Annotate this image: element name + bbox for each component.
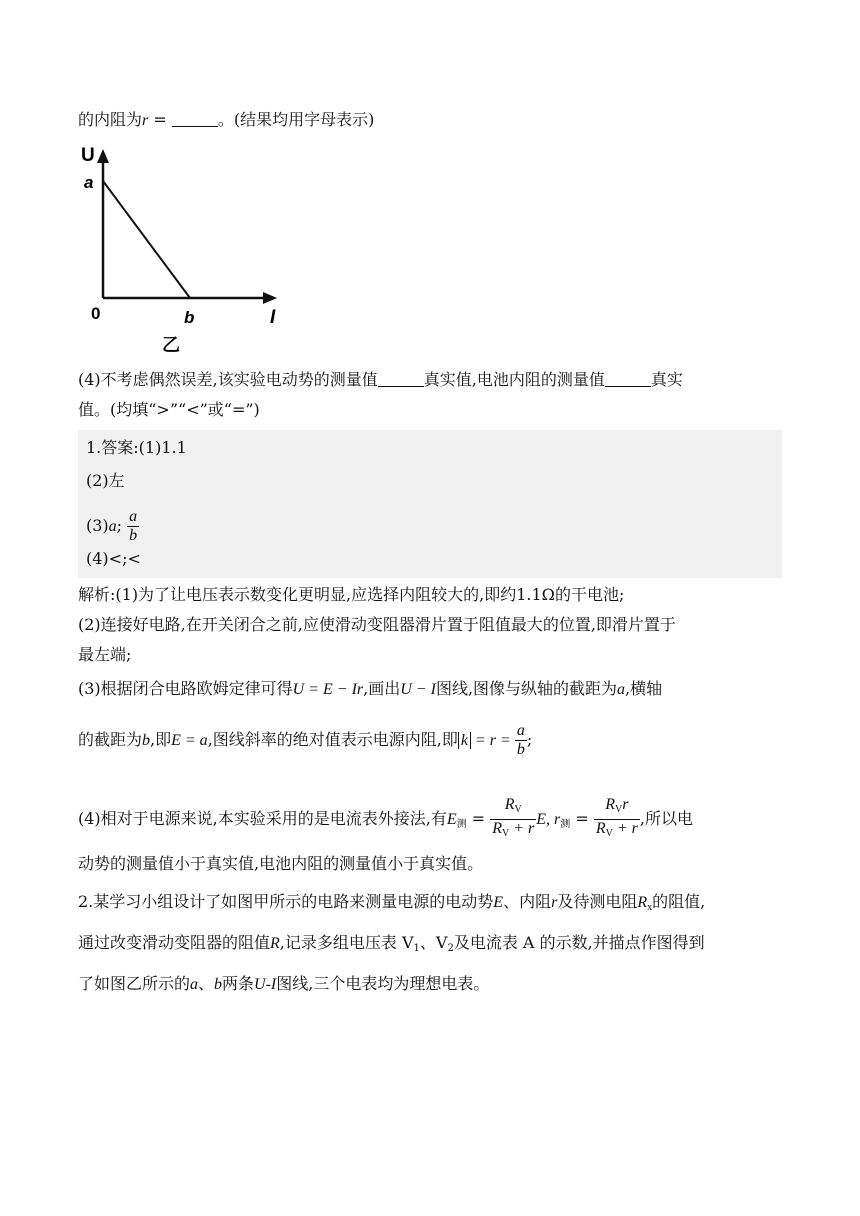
question-4-line2: 值。(均填“>”“<”或“=”) (78, 400, 260, 419)
fraction-resistance: $\frac{R_Vr}{R_V + r}$ (595, 796, 638, 839)
y-axis-arrow-icon (97, 149, 109, 163)
ui-line (103, 181, 190, 298)
answer-line-4: (4)<;< (86, 549, 141, 568)
ui-graph (78, 143, 288, 355)
answer-box (78, 430, 782, 578)
x-axis-label: I (270, 307, 276, 328)
x-intercept-label: b (184, 308, 195, 327)
problem2-line-3: 了如图乙所示的a、b两条U-I图线,三个电表均为理想电表。 (78, 974, 490, 993)
answer-blank (378, 370, 424, 387)
y-intercept-label: a (84, 173, 94, 192)
answer-line-3: (3)a; $\frac{a}{b}$ (86, 508, 138, 544)
answer-blank (172, 110, 218, 127)
analysis-line-2: (2)连接好电路,在开关闭合之前,应使滑动变阻器滑片置于阻值最大的位置,即滑片置于 (78, 615, 676, 634)
analysis-line-1: 解析:(1)为了让电压表示数变化更明显,应选择内阻较大的,即约1.1Ω的干电池; (78, 585, 625, 604)
analysis-line-4: (3)根据闭合电路欧姆定律可得U = E − Ir,画出U − I图线,图像与纵轴的截距为a,横轴 (78, 679, 663, 698)
figure-caption: 乙 (162, 335, 180, 355)
analysis-line-3: 最左端; (78, 645, 132, 664)
y-axis-label: U (81, 145, 95, 166)
answer-line-1: 1.答案:(1)1.1 (86, 438, 187, 457)
origin-label: 0 (91, 304, 101, 323)
question-line-r: 的内阻为r = 。(结果均用字母表示) (78, 110, 375, 129)
analysis-line-7: 动势的测量值小于真实值,电池内阻的测量值小于真实值。 (78, 854, 484, 873)
answer-line-2: (2)左 (86, 471, 125, 490)
analysis-line-5: 的截距为b,即E = a,图线斜率的绝对值表示电源内阻,即 k = r = $\frac{a}{b}$ ; (78, 722, 533, 758)
fraction-emf: $\frac{R_V}{R_V + r}$ (492, 796, 535, 839)
x-axis-arrow-icon (263, 292, 277, 304)
answer-blank (605, 370, 651, 387)
question-4-line1: (4)不考虑偶然误差,该实验电动势的测量值 真实值,电池内阻的测量值 真实 (78, 370, 683, 389)
fraction-a-over-b: $\frac{a}{b}$ (129, 508, 138, 544)
fraction-a-over-b: $\frac{a}{b}$ (516, 722, 525, 758)
analysis-line-6: (4)相对于电源来说,本实验采用的是电流表外接法,有$E_测$ = $\frac{R_V}{R_V + r}$ E, $r_测$ = $\frac{R_Vr}{R_V + r}$ ,所以电 (78, 796, 693, 843)
problem2-line-2: 通过改变滑动变阻器的阻值R,记录多组电压表 $V_1$、$V_2$及电流表 A 的示数,并描点作图得到 (78, 933, 705, 954)
problem2-line-1: 2.某学习小组设计了如图甲所示的电路来测量电源的电动势E、内阻r及待测电阻$R_x$的阻值, (78, 892, 706, 913)
